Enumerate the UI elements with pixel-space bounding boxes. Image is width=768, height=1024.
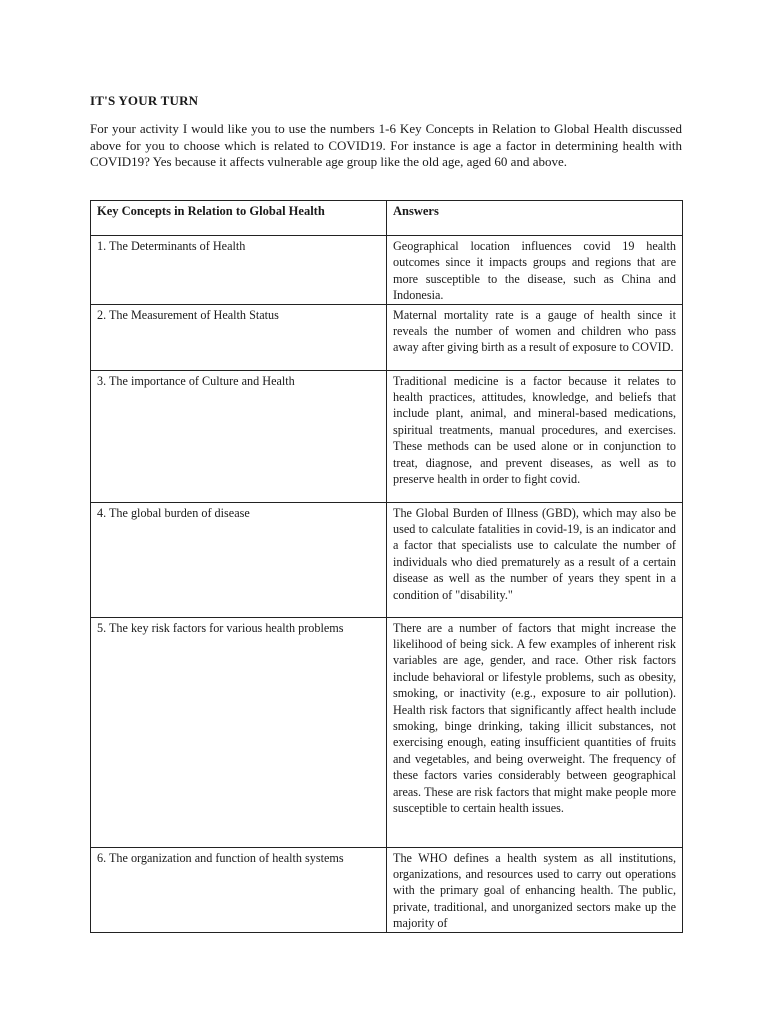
- intro-paragraph: For your activity I would like you to use the numbers 1-6 Key Concepts in Relation to Global Health discussed above for you to choose which is related to COVID19. For instance is age a factor in determining health with COVID19? Yes because it affects vulnerable age group like the old age, aged 60 and above.: [90, 121, 682, 169]
- concept-cell: 4. The global burden of disease: [91, 502, 387, 617]
- column-header-concepts: Key Concepts in Relation to Global Health: [91, 201, 387, 236]
- answer-cell: Geographical location influences covid 19 health outcomes since it impacts groups and regions that are more susceptible to the disease, such as China and Indonesia.: [387, 236, 683, 305]
- concept-cell: 3. The importance of Culture and Health: [91, 370, 387, 502]
- key-concepts-table: [90, 200, 683, 933]
- concept-cell: 2. The Measurement of Health Status: [91, 304, 387, 370]
- answer-cell: There are a number of factors that might increase the likelihood of being sick. A few examples of inherent risk variables are age, gender, and race. Other risk factors include behavioral or lifestyle problems, such as obesity, smoking, or inactivity (e.g., exposure to air pollution). Health risk factors that significantly affect health include smoking, binge drinking, taking illicit substances, not exercising enough, eating insufficient quantities of fruits and vegetables, and being overweight. The frequency of these factors varies considerably between geographical areas. These are risk factors that might make people more susceptible to certain health issues.: [387, 617, 683, 847]
- table-row: [91, 236, 683, 305]
- concept-cell: 1. The Determinants of Health: [91, 236, 387, 305]
- table-row: [91, 847, 683, 932]
- answer-cell: The Global Burden of Illness (GBD), which may also be used to calculate fatalities in covid-19, is an indicator and a factor that specialists use to calculate the number of individuals who died prematurely as a result of a certain disease as well as the number of years they spent in a condition of "disability.": [387, 502, 683, 617]
- answer-cell: Maternal mortality rate is a gauge of health since it reveals the number of women and children who pass away after giving birth as a result of exposure to COVID.: [387, 304, 683, 370]
- table-row: [91, 502, 683, 617]
- answer-cell: Traditional medicine is a factor because it relates to health practices, attitudes, knowledge, and beliefs that include plant, animal, and mineral-based medications, spiritual treatments, manual procedures, and exercises. These methods can be used alone or in conjunction to treat, diagnose, and prevent diseases, as well as to preserve health in order to fight covid.: [387, 370, 683, 502]
- column-header-answers: Answers: [387, 201, 683, 236]
- table-row: [91, 304, 683, 370]
- concept-cell: 6. The organization and function of health systems: [91, 847, 387, 932]
- section-heading: IT'S YOUR TURN: [90, 93, 199, 108]
- table-header-row: [91, 201, 683, 236]
- table-row: [91, 370, 683, 502]
- answer-text: The WHO defines a health system as all institutions, organizations, and resources used to carry out operations with the primary goal of enhancing health. The public, private, traditional, and unorganized sectors make up the majority of: [393, 850, 676, 931]
- answer-cell: [387, 847, 683, 932]
- table-row: [91, 617, 683, 847]
- concept-cell: 5. The key risk factors for various health problems: [91, 617, 387, 847]
